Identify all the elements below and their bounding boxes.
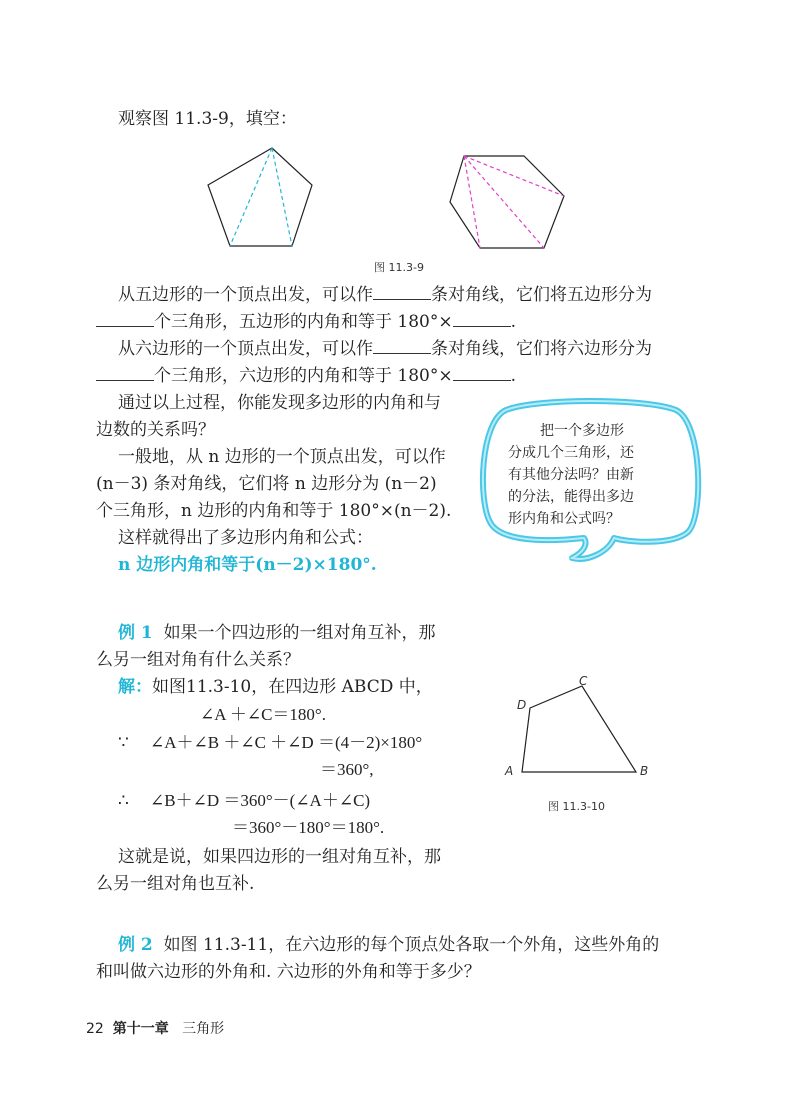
discovery-line-6: 这样就得出了多边形内角和公式：	[118, 528, 373, 548]
page-number: 22	[86, 1021, 104, 1037]
blank[interactable]	[96, 366, 154, 381]
page-footer	[86, 1018, 224, 1038]
blank[interactable]	[373, 285, 431, 300]
solution-label: 解：	[118, 677, 152, 697]
example1-solution-2: ∠A ＋∠C＝180°.	[200, 705, 326, 724]
example1-solution-3: ∠A＋∠B ＋∠C ＋∠D ＝(4－2)×180°	[150, 733, 423, 752]
blank[interactable]	[373, 339, 431, 354]
discovery-line-3: 一般地，从 n 边形的一个顶点出发，可以作	[118, 447, 446, 467]
figure-caption-11-3-10: 图 11.3-10	[548, 800, 605, 813]
example1-question-2: 么另一组对角有什么关系？	[96, 650, 300, 670]
example1-solution-6: ＝360°－180°＝180°.	[232, 818, 385, 837]
discovery-line-2: 边数的关系吗？	[96, 420, 215, 440]
example1-solution-1: 解：如图11.3-10，在四边形 ABCD 中，	[118, 677, 433, 697]
fill-line-4: 个三角形，六边形的内角和等于 180°× .	[96, 365, 516, 387]
discovery-line-1: 通过以上过程，你能发现多边形的内角和与	[118, 393, 441, 413]
blank[interactable]	[96, 312, 154, 327]
fill-line-2: 个三角形，五边形的内角和等于 180°× .	[96, 311, 516, 333]
vertex-label-d: D	[517, 698, 527, 712]
bubble-line-5: 形内角和公式吗？	[508, 511, 620, 527]
vertex-label-c: C	[579, 674, 588, 688]
blank[interactable]	[453, 366, 511, 381]
vertex-label-a: A	[505, 764, 514, 778]
bubble-line-3: 有其他分法吗？由新	[508, 467, 634, 483]
blank[interactable]	[453, 312, 511, 327]
bubble-line-1: 把一个多边形	[540, 423, 624, 439]
example1-conclusion-1: 这就是说，如果四边形的一组对角互补，那	[118, 847, 441, 867]
fill-line-3: 从六边形的一个顶点出发，可以作 条对角线，它们将六边形分为	[118, 339, 652, 359]
example1-conclusion-2: 么另一组对角也互补.	[96, 874, 255, 894]
hexagon-figure	[440, 148, 580, 258]
pentagon-figure	[200, 140, 320, 255]
chapter-title: 三角形	[182, 1021, 225, 1037]
intro-text: 观察图 11.3-9，填空：	[118, 109, 297, 129]
example-label: 例 2	[118, 935, 153, 955]
example1-solution-4: ＝360°,	[320, 760, 374, 779]
example2-question-1: 例 2 如图 11.3-11，在六边形的每个顶点处各取一个外角，这些外角的	[118, 935, 660, 955]
fill-line-1: 从五边形的一个顶点出发，可以作 条对角线，它们将五边形分为	[118, 285, 652, 305]
vertex-label-b: B	[640, 764, 649, 778]
example1-question-1: 例 1 如果一个四边形的一组对角互补，那	[118, 623, 436, 643]
bubble-line-2: 分成几个三角形，还	[508, 445, 634, 461]
formula: n 边形内角和等于(n－2)×180°.	[118, 555, 377, 575]
because-symbol: ∵	[118, 733, 129, 752]
discovery-line-4: (n－3) 条对角线，它们将 n 边形分为 (n－2)	[96, 474, 437, 494]
example-label: 例 1	[118, 623, 153, 643]
example2-question-2: 和叫做六边形的外角和. 六边形的外角和等于多少？	[96, 962, 481, 982]
bubble-line-4: 的分法，能得出多边	[508, 489, 634, 505]
example1-solution-5: ∠B＋∠D ＝360°－(∠A＋∠C)	[150, 791, 371, 810]
discovery-line-5: 个三角形，n 边形的内角和等于 180°×(n－2).	[96, 501, 452, 521]
chapter-label: 第十一章	[112, 1021, 169, 1037]
figure-caption-11-3-9: 图 11.3-9	[374, 261, 424, 274]
therefore-symbol: ∴	[118, 791, 129, 810]
